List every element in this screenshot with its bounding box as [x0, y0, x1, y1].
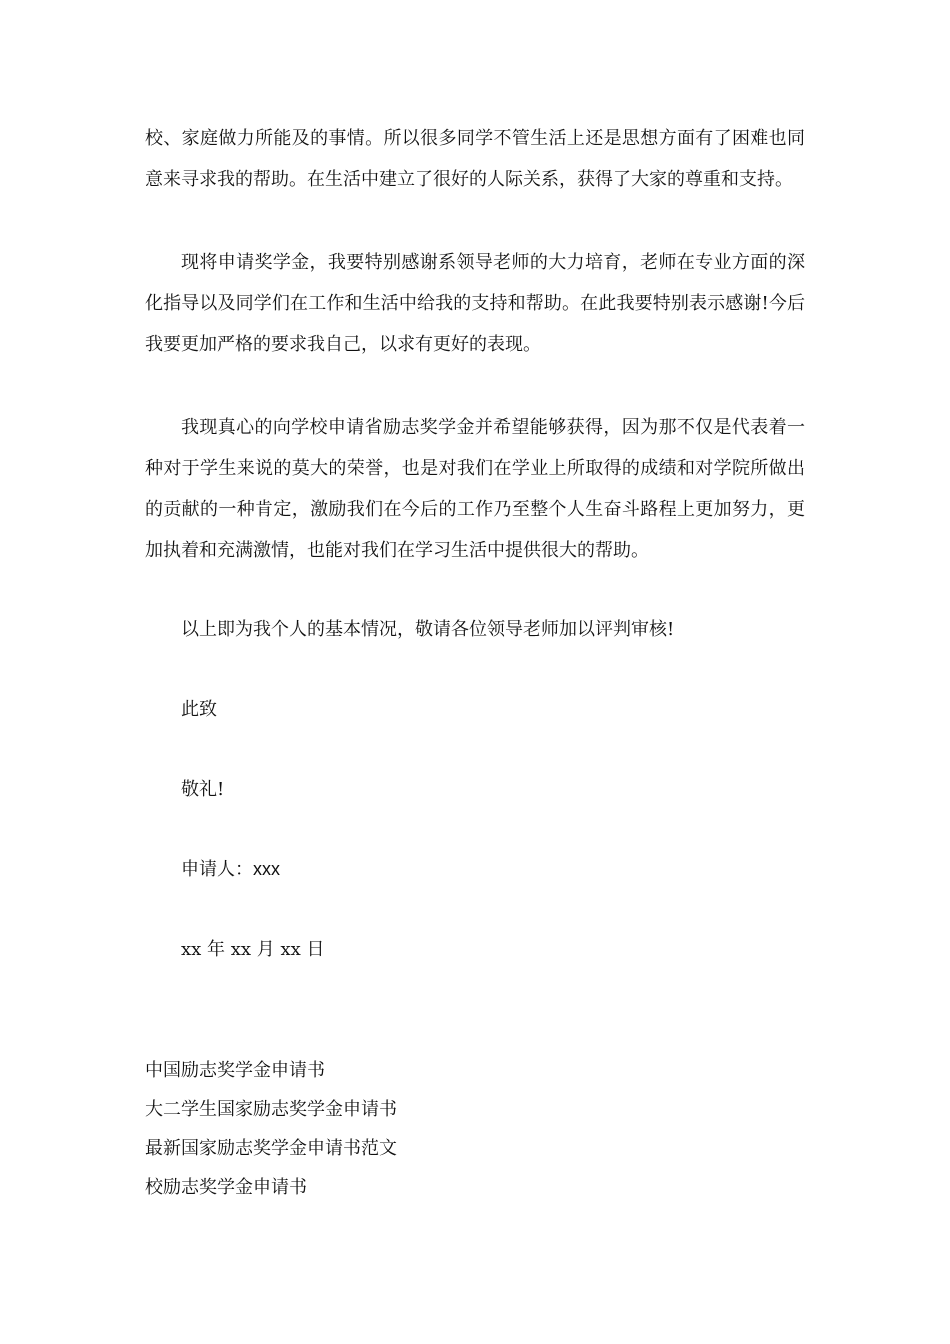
date-line: xx 年 xx 月 xx 日 [181, 939, 325, 960]
related-links [145, 1051, 805, 1207]
applicant-label: 申请人： [181, 859, 253, 880]
paragraph-application: 我现真心的向学校申请省励志奖学金并希望能够获得，因为那不仅是代表着一种对于学生来说的莫大的荣誉，也是对我们在学业上所取得的成绩和对学院所做出的贡献的一种肯定，激励我们在今后的工作乃至整个人生奋斗路程上更加努力，更加执着和充满激情，也能对我们在学习生活中提供很大的帮助。 [145, 417, 805, 561]
applicant-name: xxx [253, 859, 280, 879]
related-link-2[interactable]: 大二学生国家励志奖学金申请书 [145, 1099, 397, 1120]
closing-regards: 敬礼! [181, 779, 225, 800]
paragraph-continuation: 校、家庭做力所能及的事情。所以很多同学不管生活上还是思想方面有了困难也同意来寻求我的帮助。在生活中建立了很好的人际关系，获得了大家的尊重和支持。 [145, 128, 805, 190]
letter-body [145, 118, 805, 970]
applicant-line [145, 849, 805, 890]
related-link-3[interactable]: 最新国家励志奖学金申请书范文 [145, 1138, 397, 1159]
related-link-4[interactable]: 校励志奖学金申请书 [145, 1177, 307, 1198]
closing-salutation: 此致 [181, 699, 217, 720]
related-link-1[interactable]: 中国励志奖学金申请书 [145, 1060, 325, 1081]
paragraph-thanks: 现将申请奖学金，我要特别感谢系领导老师的大力培育，老师在专业方面的深化指导以及同学们在工作和生活中给我的支持和帮助。在此我要特别表示感谢!今后我要更加严格的要求我自己，以求有更好的表现。 [145, 252, 805, 355]
paragraph-conclusion: 以上即为我个人的基本情况，敬请各位领导老师加以评判审核! [181, 619, 675, 640]
